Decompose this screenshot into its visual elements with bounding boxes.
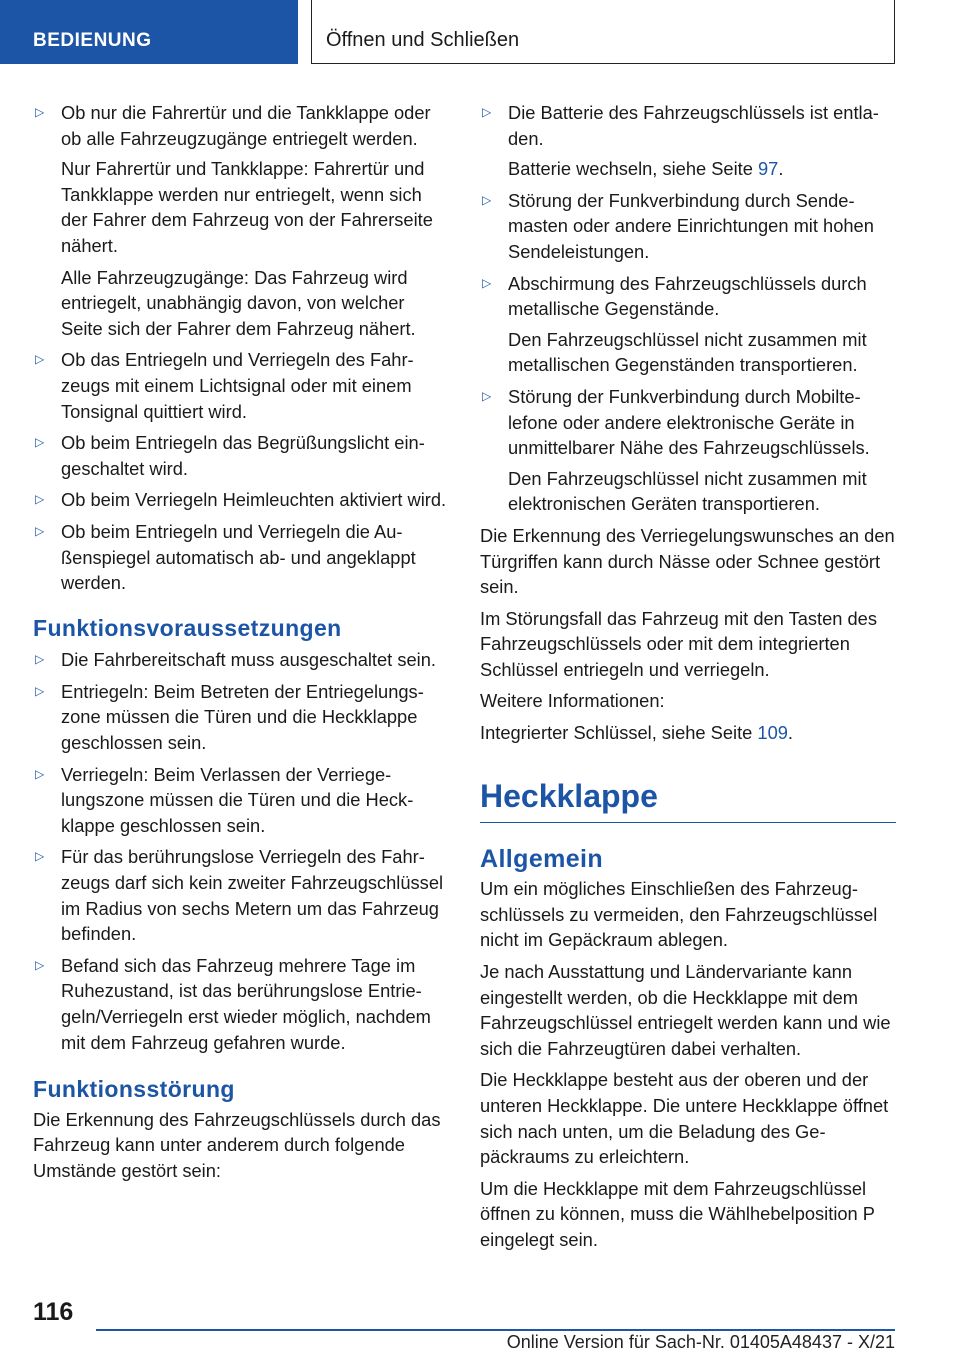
paragraph: Um ein mögliches Einschließen des Fahrzeugschlüssels zu vermeiden, den Fahrzeugschlüssel nicht im Gepäckraum ablegen.: [480, 878, 878, 951]
triangle-bullet-icon: ▷: [35, 766, 45, 781]
list-item: [33, 100, 449, 341]
list-item-subtext: Den Fahrzeugschlüssel nicht zusammen mit metallischen Gegenständen transportieren.: [508, 328, 867, 376]
list-item-text: Ob beim Entriegeln das Begrüßungslicht eingeschaltet wird.: [61, 432, 425, 479]
subtext-prefix: Batterie wechseln, siehe Seite: [508, 158, 758, 180]
right-column: [480, 100, 896, 1259]
list-item: [33, 347, 449, 424]
paragraph: Die Erkennung des Verriegelungswunsches an den Türgriffen kann durch Nässe oder Schnee gestört sein.: [480, 524, 895, 598]
page-number: 116: [33, 1298, 74, 1326]
list-item-text: Die Fahrbereitschaft muss ausgeschaltet sein.: [61, 649, 436, 671]
list-item-subtext: Alle Fahrzeugzugänge: Das Fahrzeug wird entriegelt, unabhängig davon, von welcher Seite sich der Fahrer dem Fahrzeug nähert.: [61, 266, 416, 339]
list-item-subtext: Den Fahrzeugschlüssel nicht zusammen mit elektronischen Geräten transportieren.: [508, 467, 867, 515]
list-item: [33, 844, 449, 946]
list-item: [33, 519, 449, 596]
heading-allgemein: Allgemein: [480, 844, 604, 873]
list-item-text: Verriegeln: Beim Verlassen der Verriegelungszone müssen die Türen und die Heckklappe geschlossen sein.: [61, 763, 414, 836]
list-item: [33, 430, 449, 481]
triangle-bullet-icon: ▷: [35, 435, 45, 450]
section-tab: BEDIENUNG: [0, 0, 298, 64]
list-item-text: Abschirmung des Fahrzeugschlüssels durch metallische Gegenstände.: [508, 272, 867, 320]
triangle-bullet-icon: ▷: [482, 105, 492, 119]
list-item-text: Entriegeln: Beim Betreten der Entriegelungszone müssen die Türen und die Heckklappe geschlossen sein.: [61, 680, 424, 754]
triangle-bullet-icon: ▷: [35, 492, 45, 507]
heading-funktionsvoraussetzungen: Funktionsvoraussetzungen: [33, 614, 342, 641]
list-item: [480, 384, 896, 517]
triangle-bullet-icon: ▷: [35, 957, 45, 972]
footer-divider: [96, 1329, 895, 1331]
triangle-bullet-icon: ▷: [35, 849, 45, 864]
heading-heckklappe: Heckklappe: [480, 776, 896, 823]
paragraph: Um die Heckklappe mit dem Fahrzeugschlüssel öffnen zu können, muss die Wählhebelposition P eingelegt sein.: [480, 1177, 875, 1250]
list-item-text: Ob beim Verriegeln Heimleuchten aktiviert wird.: [61, 489, 447, 511]
page-reference-link[interactable]: 109: [757, 722, 788, 744]
paragraph: Im Störungsfall das Fahrzeug mit den Tasten des Fahrzeugschlüssels oder mit dem integrierten Schlüssel entriegeln und verriegeln.: [480, 607, 877, 680]
list-item-text: Störung der Funkverbindung durch Sendemasten oder andere Einrichtungen mit hohen Sendeleistungen.: [508, 189, 874, 262]
subtext-suffix: .: [778, 158, 784, 180]
list-item-text: Ob beim Entriegeln und Verriegeln die Außenspiegel automatisch ab- und angeklappt werden.: [61, 520, 416, 594]
triangle-bullet-icon: ▷: [35, 352, 45, 367]
paragraph: Je nach Ausstattung und Ländervariante kann eingestellt werden, ob die Heckklappe mit dem Fahrzeugschlüssel entriegelt werden kann und wie sich die Fahrzeugtüren dabei verhalten.: [480, 961, 891, 1059]
triangle-bullet-icon: ▷: [35, 105, 45, 119]
list-item: [33, 953, 449, 1055]
paragraph-prefix: Integrierter Schlüssel, siehe Seite: [480, 722, 758, 744]
list-item: [33, 487, 449, 513]
paragraph: Weitere Informationen:: [480, 690, 665, 712]
triangle-bullet-icon: ▷: [35, 523, 45, 538]
list-item-text: Ob das Entriegeln und Verriegeln des Fahrzeugs mit einem Lichtsignal oder mit einem Tonsignal quittiert wird.: [61, 349, 414, 422]
triangle-bullet-icon: ▷: [482, 192, 492, 207]
list-item: [480, 188, 896, 265]
heading-funktionsstoerung: Funktionsstörung: [33, 1076, 235, 1103]
triangle-bullet-icon: ▷: [482, 275, 492, 290]
list-item-subtext: [508, 156, 896, 182]
triangle-bullet-icon: ▷: [35, 683, 45, 698]
list-item-subtext: Nur Fahrertür und Tankklappe: Fahrertür und Tankklappe werden nur entriegelt, wenn sich der Fahrer dem Fahrzeug von der Fahrerseite nähert.: [61, 158, 433, 256]
list-item-text: Befand sich das Fahrzeug mehrere Tage im Ruhezustand, ist das berührungslose Entriegeln/Verriegeln erst wieder möglich, nachdem mit dem Fahrzeug gefahren wurde.: [61, 954, 431, 1053]
paragraph-suffix: .: [787, 722, 794, 744]
triangle-bullet-icon: ▷: [35, 652, 45, 667]
list-item: [33, 762, 449, 839]
page-reference-link[interactable]: 97: [757, 158, 779, 180]
list-item-text: Die Batterie des Fahrzeugschlüssels ist entladen.: [508, 102, 879, 149]
footer-online-version: Online Version für Sach-Nr. 01405A48437 - X/21: [506, 1332, 895, 1352]
list-item: [33, 679, 449, 756]
list-item-text: Störung der Funkverbindung durch Mobiltelefone oder andere elektronische Geräte in unmittelbarer Nähe des Fahrzeugschlüssels.: [508, 385, 870, 459]
list-item: [480, 100, 896, 182]
paragraph: Die Heckklappe besteht aus der oberen und der unteren Heckklappe. Die untere Heckklappe öffnet sich nach unten, um die Beladung des Gepäckraums zu erleichtern.: [480, 1069, 889, 1168]
list-item-text: Ob nur die Fahrertür und die Tankklappe oder ob alle Fahrzeugzugänge entriegelt werden.: [61, 102, 431, 149]
paragraph: Die Erkennung des Fahrzeugschlüssels durch das Fahrzeug kann unter anderem durch folgende Umstände gestört sein:: [33, 1108, 441, 1181]
list-item-text: Für das berührungslose Verriegeln des Fahrzeugs darf sich kein zweiter Fahrzeugschlüssel im Radius von sechs Metern um das Fahrzeug befinden.: [61, 846, 444, 945]
left-column: [33, 100, 449, 1190]
paragraph: [480, 720, 896, 746]
triangle-bullet-icon: ▷: [482, 388, 492, 403]
list-item: [480, 271, 896, 378]
list-item: [33, 647, 449, 673]
chapter-title: Öffnen und Schließen: [311, 0, 895, 64]
